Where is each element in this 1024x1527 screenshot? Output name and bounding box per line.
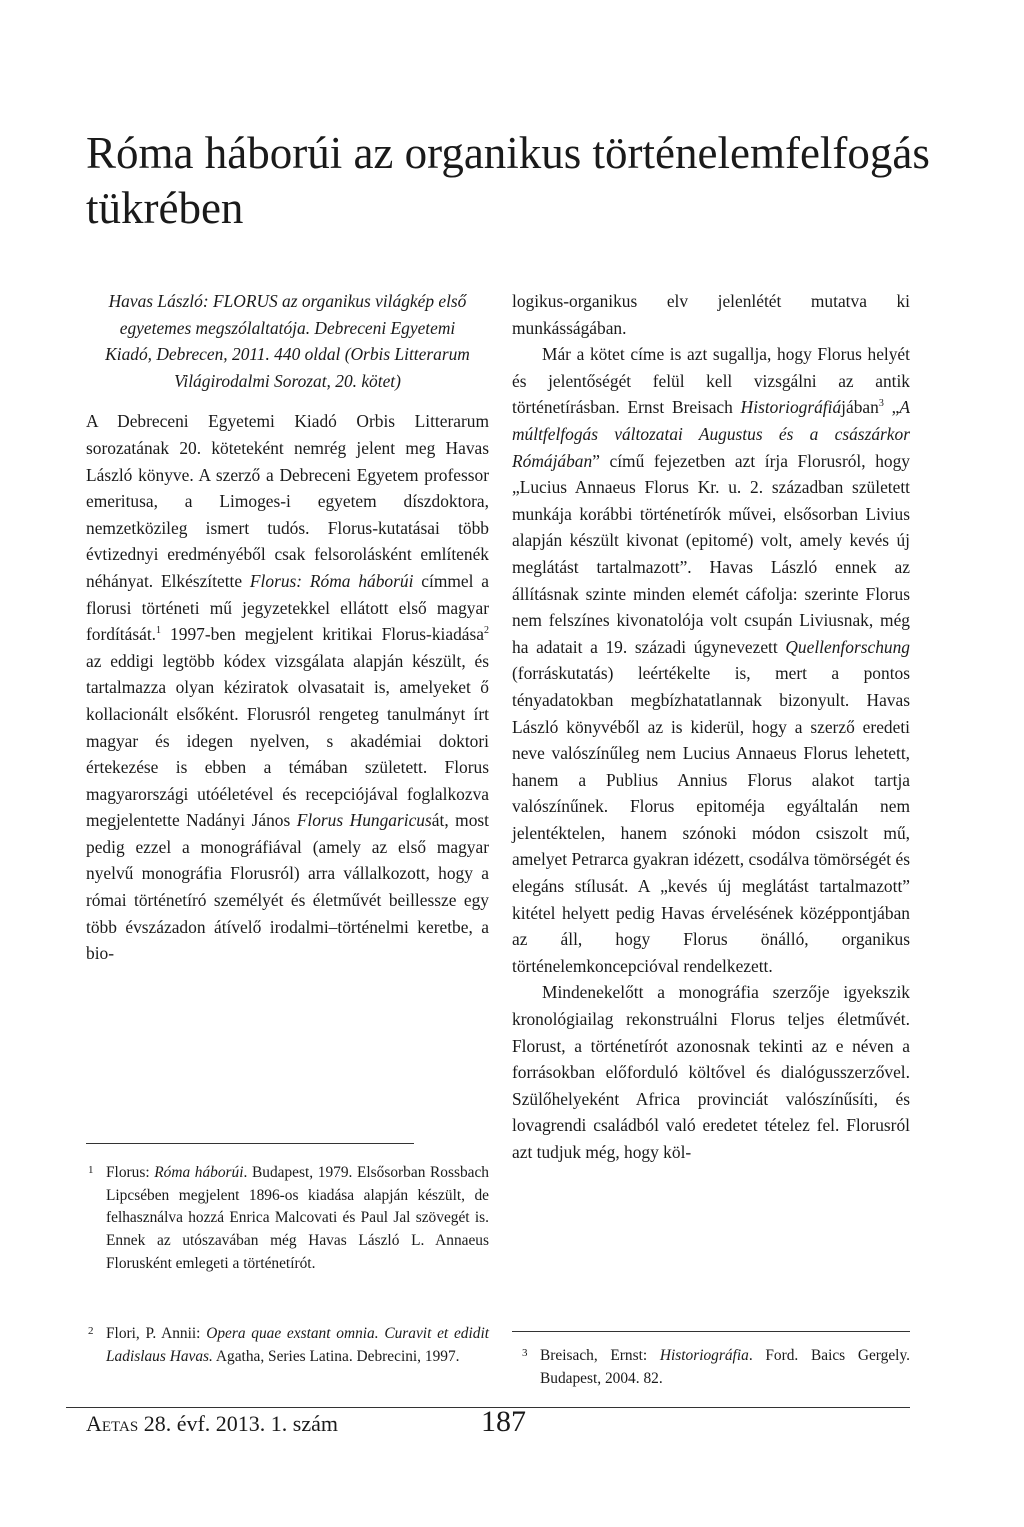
footnote-1: 1 Florus: Róma háborúi. Budapest, 1979. Elsősorban Rossbach Lipcsében megjelent 1896-os kiadása alapján készült, de felhasználva hozzá Enrica Malcovati és Paul Jal szövegét is. Ennek az utószavában még Havas László L. Annaeus Florusként emlegeti a történetírót. [106, 1162, 489, 1276]
footnote-separator-left [86, 1143, 414, 1144]
right-paragraph-continued: logikus-organikus elv jelenlétét mutatva ki munkásságában. [512, 291, 910, 338]
footnote-ref-3: 3 [878, 398, 884, 410]
article-title: Róma háborúi az organikus történelemfelfogás tükrében [86, 128, 930, 233]
footnote-2: 2 Flori, P. Annii: Opera quae exstant omnia. Curavit et edidit Ladislaus Havas. Agatha, Series Latina. Debrecini, 1997. [106, 1323, 489, 1368]
page-number: 187 [481, 1405, 526, 1438]
right-paragraph-2: Mindenekelőtt a monográfia szerzője igyekszik kronológiailag rekonstruálni Florus teljes életművét. Florust, a történetírót azonosnak tekinti az e néven a forrásokban előforduló költővel és dialógusszerzővel. Szülőhelyeként Africa provinciát valószínűsíti, és lovagrendi családból való eredetet tételez fel. Florusról azt tudjuk még, hogy köl- [512, 982, 910, 1162]
reviewed-book-reference: Havas László: FLORUS az organikus világkép első egyetemes megszólaltatója. Debreceni Egyetemi Kiadó, Debrecen, 2011. 440 oldal (Orbis Litterarum Világirodalmi Sorozat, 20. kötet) [105, 291, 470, 391]
left-paragraph: A Debreceni Egyetemi Kiadó Orbis Litterarum sorozatának 20. köteteként nemrég jelent meg Havas László könyve. A szerző a Debreceni Egyetem professor emeritusa, a Limoges-i egyetem díszdoktora, nemzetközileg ismert tudós. Florus-kutatásai több évtizednyi eredményéből csak felsorolásként említenék néhányat. Elkészítette Florus: Róma háborúi címmel a florusi történeti mű jegyzetekkel ellátott első magyar fordítását.$^1$ 1997-ben megjelent kritikai Florus-kiadása$^2$ az eddigi legtöbb kódex vizsgálata alapján készült, és tartalmazza olyan kéziratok olvasatait is, amelyeket ő kollacionált elsőként. Florusról rengeteg tanulmányt írt magyar és idegen nyelven, s akadémiai doktori értekezése is ebben a témában született. Florus magyarországi utóéletével és recepciójával foglalkozva megjelentette Nadányi János Florus Hungaricusát, most pedig ezzel a monográfiával (amely az első magyar nyelvű monográfia Florusról) arra vállalkozott, hogy a római történetíró személyét és életművét beillessze egy több évszázadon átívelő irodalmi–történelmi keretbe, a bio- [86, 411, 489, 964]
left-column [86, 288, 489, 967]
footnote-number: 3 [522, 1347, 528, 1359]
journal-footer: Aetas 28. évf. 2013. 1. szám [86, 1411, 338, 1436]
right-paragraph-1: Már a kötet címe is azt sugallja, hogy Florus helyét és jelentőségét felül kell vizsgálni az antik történetírásban. Ernst Breisach Historiográfiájában$^3$ „A múltfelfogás változatai Augustus és a császárkor Rómájában” című fejezetben azt írja Florusról, hogy „Lucius Annaeus Florus Kr. u. 2. században született munkája korábbi történetírók művei, elsősorban Livius alapján készült kivonat (epitomé) volt, amely kevés új meglátást tartalmazott”. Havas László ennek az állításnak szinte minden elemét cáfolja: szerinte Florus nem felszínes kivonatolója volt csupán Liviusnak, még ha adatait a 19. századi úgynevezett Quellenforschung (forráskutatás) leértékelte is, mert a pontos tényadatokban megbízhatatlannak bizonyult. Havas László könyvéből az is kiderül, hogy a szerző eredeti neve valószínűleg nem Lucius Annaeus Florus lehetett, hanem a Publius Annius Florus alakot tartja valószínűnek. Florus epitoméja egyáltalán nem jelentéktelen, hanem szónoki módon csiszolt mű, amelyet Petrarca gyakran idézett, csodálva tömörségét és elegáns stílusát. A „kevés új meglátást tartalmazott” kitétel helyett pedig Havas érvelésének középpontjában az áll, hogy Florus önálló, organikus történelemkoncepcióval rendelkezett. [512, 344, 910, 976]
right-column [512, 288, 910, 1166]
footnote-number: 1 [88, 1164, 94, 1176]
footnote-number: 2 [88, 1325, 94, 1337]
footnote-3: 3 Breisach, Ernst: Historiográfia. Ford. Baics Gergely. Budapest, 2004. 82. [540, 1345, 910, 1390]
footnote-separator-right [512, 1331, 910, 1332]
footnote-ref-2: 2 [484, 625, 489, 637]
footnote-ref-1: 1 [156, 625, 162, 637]
